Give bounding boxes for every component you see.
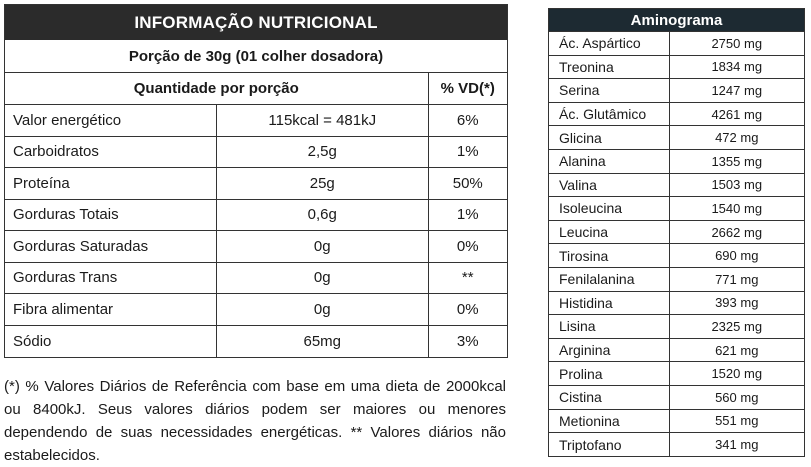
nutrition-row — [5, 199, 507, 231]
amino-acid-value: 1540 mg — [669, 197, 804, 221]
aminogram-row — [549, 433, 804, 457]
aminogram-row — [549, 362, 804, 386]
nutrition-row — [5, 136, 507, 168]
amino-acid-name: Serina — [549, 79, 669, 103]
header-quantity: Quantidade por porção — [5, 73, 428, 105]
nutrient-amount: 0g — [217, 294, 429, 326]
amino-acid-value: 472 mg — [669, 126, 804, 150]
amino-acid-name: Histidina — [549, 291, 669, 315]
aminogram-row — [549, 291, 804, 315]
nutrient-daily-value: 50% — [428, 168, 507, 200]
nutrition-header-row — [5, 73, 507, 105]
nutrition-title: INFORMAÇÃO NUTRICIONAL — [5, 5, 507, 40]
nutrient-daily-value: 3% — [428, 325, 507, 357]
aminogram-row — [549, 79, 804, 103]
amino-acid-name: Valina — [549, 173, 669, 197]
amino-acid-name: Treonina — [549, 55, 669, 79]
aminogram-row — [549, 55, 804, 79]
nutrient-amount: 0g — [217, 262, 429, 294]
nutrition-footnote: (*) % Valores Diários de Referência com base em uma dieta de 2000kcal ou 8400kJ. Seus valores diários podem ser maiores ou menores dependendo de suas necessidades energéticas. ** Valores diários não estabelecidos. — [4, 378, 506, 464]
nutrient-name: Carboidratos — [5, 136, 217, 168]
nutrient-amount: 2,5g — [217, 136, 429, 168]
amino-acid-name: Metionina — [549, 409, 669, 433]
header-daily-value: % VD(*) — [428, 73, 507, 105]
amino-acid-value: 621 mg — [669, 338, 804, 362]
nutrition-row — [5, 262, 507, 294]
amino-acid-name: Glicina — [549, 126, 669, 150]
amino-acid-value: 1503 mg — [669, 173, 804, 197]
amino-acid-value: 1834 mg — [669, 55, 804, 79]
nutrition-row — [5, 105, 507, 137]
nutrient-amount: 65mg — [217, 325, 429, 357]
aminogram-row — [549, 32, 804, 56]
portion-size: Porção de 30g (01 colher dosadora) — [5, 40, 507, 73]
aminogram-row — [549, 385, 804, 409]
amino-acid-value: 551 mg — [669, 409, 804, 433]
nutrient-daily-value: 0% — [428, 294, 507, 326]
amino-acid-value: 2750 mg — [669, 32, 804, 56]
amino-acid-value: 4261 mg — [669, 102, 804, 126]
nutrient-name: Valor energético — [5, 105, 217, 137]
nutrient-name: Gorduras Trans — [5, 262, 217, 294]
nutrient-name: Gorduras Saturadas — [5, 231, 217, 263]
nutrient-daily-value: 0% — [428, 231, 507, 263]
nutrient-daily-value: 1% — [428, 136, 507, 168]
amino-acid-name: Cistina — [549, 385, 669, 409]
aminogram-row — [549, 197, 804, 221]
aminogram-row — [549, 102, 804, 126]
aminogram-table — [548, 8, 805, 457]
nutrient-name: Proteína — [5, 168, 217, 200]
amino-acid-value: 1520 mg — [669, 362, 804, 386]
nutrient-name: Sódio — [5, 325, 217, 357]
nutrition-facts-table — [4, 4, 508, 358]
nutrient-name: Fibra alimentar — [5, 294, 217, 326]
nutrition-row — [5, 325, 507, 357]
aminogram-grid — [549, 31, 804, 456]
amino-acid-name: Lisina — [549, 315, 669, 339]
nutrition-grid — [5, 73, 507, 357]
nutrient-amount: 0g — [217, 231, 429, 263]
amino-acid-name: Isoleucina — [549, 197, 669, 221]
amino-acid-value: 1355 mg — [669, 149, 804, 173]
nutrient-daily-value: 1% — [428, 199, 507, 231]
nutrient-amount: 25g — [217, 168, 429, 200]
nutrient-amount: 115kcal = 481kJ — [217, 105, 429, 137]
amino-acid-value: 2662 mg — [669, 220, 804, 244]
amino-acid-name: Arginina — [549, 338, 669, 362]
amino-acid-name: Ác. Aspártico — [549, 32, 669, 56]
amino-acid-value: 2325 mg — [669, 315, 804, 339]
aminogram-row — [549, 220, 804, 244]
nutrition-row — [5, 168, 507, 200]
amino-acid-name: Ác. Glutâmico — [549, 102, 669, 126]
aminogram-row — [549, 409, 804, 433]
nutrient-daily-value: ** — [428, 262, 507, 294]
amino-acid-value: 690 mg — [669, 244, 804, 268]
aminogram-row — [549, 126, 804, 150]
nutrient-daily-value: 6% — [428, 105, 507, 137]
aminogram-row — [549, 149, 804, 173]
nutrition-row — [5, 231, 507, 263]
amino-acid-name: Tirosina — [549, 244, 669, 268]
amino-acid-name: Alanina — [549, 149, 669, 173]
aminogram-row — [549, 244, 804, 268]
amino-acid-value: 341 mg — [669, 433, 804, 457]
nutrition-row — [5, 294, 507, 326]
nutrient-amount: 0,6g — [217, 199, 429, 231]
aminogram-row — [549, 267, 804, 291]
aminogram-row — [549, 315, 804, 339]
aminogram-title: Aminograma — [549, 9, 804, 31]
amino-acid-name: Leucina — [549, 220, 669, 244]
amino-acid-name: Triptofano — [549, 433, 669, 457]
amino-acid-name: Fenilalanina — [549, 267, 669, 291]
amino-acid-value: 1247 mg — [669, 79, 804, 103]
aminogram-row — [549, 173, 804, 197]
amino-acid-name: Prolina — [549, 362, 669, 386]
nutrient-name: Gorduras Totais — [5, 199, 217, 231]
amino-acid-value: 771 mg — [669, 267, 804, 291]
amino-acid-value: 393 mg — [669, 291, 804, 315]
amino-acid-value: 560 mg — [669, 385, 804, 409]
aminogram-row — [549, 338, 804, 362]
